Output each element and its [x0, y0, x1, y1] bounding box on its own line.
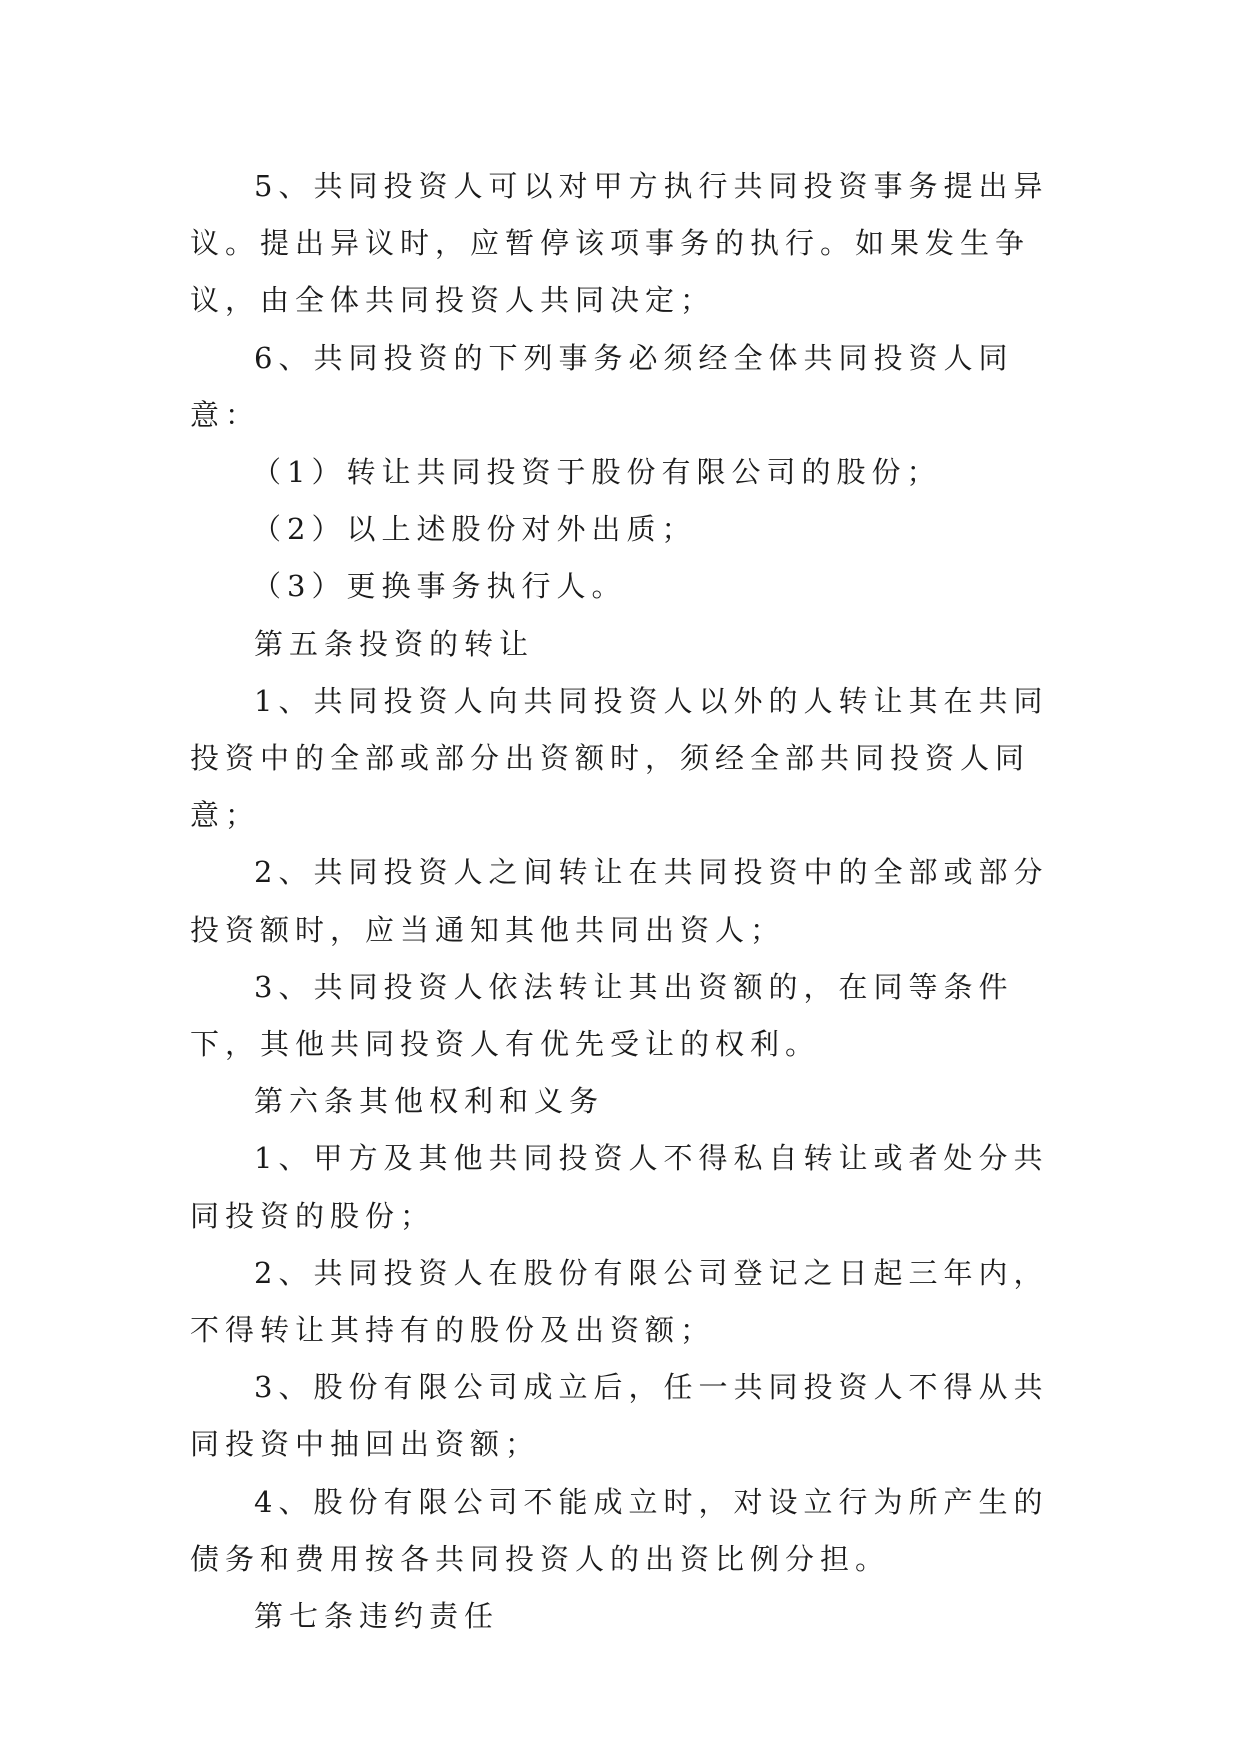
article-6-clause-4: 4、股份有限公司不能成立时，对设立行为所产生的债务和费用按各共同投资人的出资比例分担。 — [190, 1484, 1049, 1576]
list-item-3-replace-executor: （3）更换事务执行人。 — [252, 569, 627, 604]
article-7-heading: 第七条违约责任 — [254, 1599, 500, 1634]
article-6-heading: 第六条其他权利和义务 — [254, 1084, 605, 1119]
article-6-clause-2: 2、共同投资人在股份有限公司登记之日起三年内，不得转让其持有的股份及出资额； — [190, 1255, 1049, 1348]
article-5-clause-3: 3、共同投资人依法转让其出资额的，在同等条件下，其他共同投资人有优先受让的权利。 — [190, 969, 1014, 1062]
article-5-clause-1: 1、共同投资人向共同投资人以外的人转让其在共同投资中的全部或部分出资额时，须经全部共同投资人同意； — [190, 683, 1049, 833]
paragraph-5-objection: 5、共同投资人可以对甲方执行共同投资事务提出异议。提出异议时，应暂停该项事务的执行。如果发生争议，由全体共同投资人共同决定； — [190, 169, 1049, 318]
article-6-clause-3: 3、股份有限公司成立后，任一共同投资人不得从共同投资中抽回出资额； — [190, 1370, 1049, 1462]
document-body — [190, 158, 1055, 1645]
article-5-clause-2: 2、共同投资人之间转让在共同投资中的全部或部分投资额时，应当通知其他共同出资人； — [190, 855, 1049, 947]
paragraph-6-consent-matters: 6、共同投资的下列事务必须经全体共同投资人同意： — [190, 340, 1014, 432]
article-6-clause-1: 1、甲方及其他共同投资人不得私自转让或者处分共同投资的股份； — [190, 1141, 1049, 1233]
list-item-2-pledge: （2）以上述股份对外出质； — [252, 512, 697, 547]
article-5-heading: 第五条投资的转让 — [254, 626, 535, 661]
list-item-1-transfer: （1）转让共同投资于股份有限公司的股份； — [252, 455, 942, 490]
